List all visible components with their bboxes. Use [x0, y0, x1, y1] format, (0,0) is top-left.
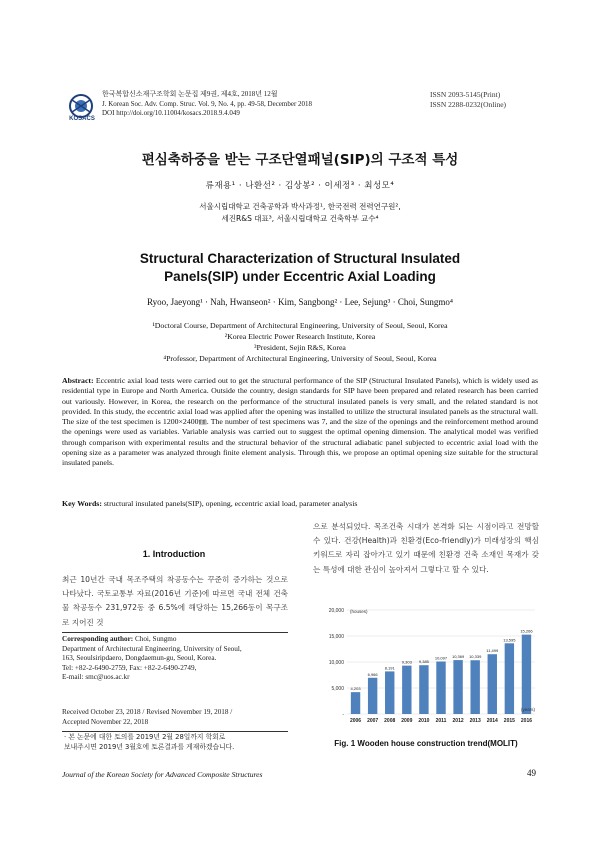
bar	[402, 666, 411, 714]
bar	[488, 654, 497, 714]
corresponding-line: Department of Architectural Engineering, University of Seoul,	[62, 644, 242, 653]
bar	[436, 661, 445, 714]
data-label: 4,203	[350, 686, 361, 692]
bar	[385, 671, 394, 714]
kosacs-logo	[64, 92, 98, 126]
received-line: Received October 23, 2018 / Revised November 19, 2018 /	[62, 708, 233, 716]
authors-korean: 류재용¹ · 나환선² · 김상봉² · 이세정³ · 최성모⁴	[205, 181, 395, 191]
data-label: 10,369	[451, 654, 465, 660]
x-tick-label: 2007	[367, 718, 379, 724]
x-tick-label: 2014	[486, 718, 498, 724]
title-english	[0, 250, 600, 286]
y-tick-label: -	[342, 712, 344, 718]
x-tick-label: 2013	[469, 718, 481, 724]
corresponding-author-block	[62, 635, 288, 683]
footnote-divider	[62, 632, 288, 633]
bar	[368, 678, 377, 714]
data-label: 10,097	[434, 655, 448, 661]
bar	[453, 660, 462, 714]
page-number: 49	[527, 768, 536, 778]
discussion-line: · 본 논문에 대한 토의를 2019년 2월 28일까지 학회로	[64, 733, 226, 741]
issn-block	[430, 90, 506, 109]
x-tick-label: 2008	[384, 718, 396, 724]
title-en-line: Structural Characterization of Structural Insulated	[139, 251, 461, 266]
received-line: Accepted November 22, 2018	[62, 717, 149, 726]
keywords-label: Key Words:	[62, 499, 102, 508]
section-heading-introduction: 1. Introduction	[142, 549, 206, 559]
data-label: 9,385	[418, 659, 429, 665]
bar	[470, 660, 479, 714]
affil-kr-line: 서울시립대학교 건축공학과 박사과정¹, 한국전력 전력연구원²,	[199, 202, 401, 211]
affil-en-line: ²Korea Electric Power Research Institute, Korea	[224, 332, 376, 341]
journal-header	[102, 90, 312, 119]
authors-english: Ryoo, Jaeyong¹ · Nah, Hwanseon² · Kim, Sangbong² · Lee, Sejung³ · Choi, Sungmo⁴	[146, 297, 454, 307]
keywords-text: structural insulated panels(SIP), opening, eccentric axial load, parameter analysis	[103, 499, 358, 508]
figure-1-chart	[313, 600, 541, 732]
bar	[419, 665, 428, 714]
data-label: 8,191	[384, 665, 395, 671]
intro-paragraph: 최근 10년간 국내 목조주택의 착공동수는 꾸준히 증가하는 것으로 나타났다. 국토교통부 자료(2016년 기준)에 따르면 국내 전체 건축물 착공동수 231,972동 중 6.5%에 해당하는 15,266동이 목구조로 지어진 것	[62, 575, 288, 627]
affil-en-line: ³President, Sejin R&S, Korea	[254, 343, 346, 352]
title-en-line: Panels(SIP) under Eccentric Axial Loading	[164, 269, 436, 284]
x-axis-label: (years)	[520, 707, 535, 712]
x-tick-label: 2012	[452, 718, 464, 724]
x-tick-label: 2006	[349, 718, 362, 724]
abstract-text: Eccentric axial load tests were carried out to get the structural performance of the SIP (Structural Insulated Panels), which is widely used as residential type in Europe and North America. Outside the country, design standards for SIP have been prepared and related research has been carried out variously. However, in Korea, the research on the performance of the structural insulated panels is very small, and the related standard is not provided. In this study, the eccentric axial load was applied after the opening was installed to utilize the structural insulated panels as the structural wall. The size of the test specimen is 1200×2400㎜. The number of test specimens was 7, and the size of the openings and the reinforcement method around the openings were used as variables. Variable analysis was carried out to suggest the optimal opening dimension. The analytical model was verified through comparison with experimental results and the structural behavior of the structural adiabatic panel subjected to eccentric axial load with the opening size as a parameter was analyzed through finite element analysis. Through this, we propose an optimal opening size suitable for the structural insulated panels.	[62, 376, 538, 468]
x-tick-label: 2009	[401, 718, 413, 724]
doi-link[interactable]: DOI http://doi.org/10.11004/kosacs.2018.9.4.049	[102, 109, 240, 117]
corresponding-name: Choi, Sungmo	[134, 635, 177, 643]
journal-name-kr: 한국복합신소재구조학회 논문집 제9권, 제4호, 2018년 12월	[102, 90, 278, 98]
y-tick-label: 5,000	[331, 686, 344, 692]
corresponding-line: 163, Seoulsiripdaero, Dongdaemun-gu, Seoul, Korea.	[62, 654, 217, 663]
data-label: 13,595	[503, 637, 516, 643]
issn-print: ISSN 2093-5145(Print)	[430, 90, 501, 99]
corresponding-email[interactable]: E-mail: smc@uos.ac.kr	[62, 673, 130, 682]
x-tick-label: 2010	[418, 718, 430, 724]
x-tick-label: 2015	[503, 718, 515, 724]
affil-kr-line: 세진R&S 대표³, 서울시립대학교 건축학부 교수⁴	[221, 214, 379, 223]
affiliations-english	[0, 320, 600, 364]
right-paragraph: 으로 분석되었다. 목조건축 시대가 본격화 되는 시점이라고 전망할 수 있다. 건강(Health)과 친환경(Eco-friendly)가 미래성장의 핵심 키워드로 자리 잡아가고 있기 때문에 친환경 건축 소재인 목재가 갖는 특성에 대한 관심이 높아져서 그렇다고 할 수 있다.	[313, 522, 539, 574]
data-label: 9,303	[401, 659, 412, 665]
bar	[505, 643, 514, 714]
data-label: 10,339	[469, 654, 482, 660]
corresponding-line: Tel: +82-2-6490-2759, Fax: +82-2-6490-2749,	[62, 663, 197, 672]
abstract-label: Abstract:	[62, 376, 94, 385]
data-label: 6,966	[367, 671, 378, 677]
affil-en-line: ¹Doctoral Course, Department of Architectural Engineering, University of Seoul, Seoul, Korea	[152, 321, 448, 330]
discussion-note	[64, 733, 290, 752]
keywords	[62, 499, 538, 508]
y-axis-label: (houses)	[350, 609, 368, 614]
y-tick-label: 20,000	[328, 608, 344, 614]
note-divider	[62, 731, 288, 732]
bar	[522, 635, 531, 714]
affiliations-korean	[0, 201, 600, 225]
y-tick-label: 10,000	[328, 660, 344, 666]
title-korean: 편심축하중을 받는 구조단열패널(SIP)의 구조적 특성	[141, 152, 459, 168]
affil-en-line: ⁴Professor, Department of Architectural Engineering, University of Seoul, Seoul, Korea	[163, 354, 437, 363]
journal-name-en: J. Korean Soc. Adv. Comp. Struc. Vol. 9, No. 4, pp. 49-58, December 2018	[102, 99, 313, 108]
footer-journal: Journal of the Korean Society for Advanced Composite Structures	[62, 770, 263, 779]
bar-chart	[313, 600, 541, 732]
discussion-line: 보내주시면 2019년 3월호에 토론결과를 게재하겠습니다.	[64, 742, 235, 751]
y-tick-label: 15,000	[328, 634, 344, 640]
x-tick-label: 2011	[435, 718, 447, 724]
received-dates	[62, 708, 288, 727]
corresponding-label: Corresponding author:	[62, 635, 134, 643]
data-label: 15,266	[520, 628, 533, 634]
abstract	[62, 376, 538, 469]
figure-1-caption: Fig. 1 Wooden house construction trend(MOLIT)	[334, 739, 518, 748]
data-label: 11,499	[486, 648, 499, 654]
issn-online: ISSN 2288-0232(Online)	[430, 99, 507, 109]
x-tick-label: 2016	[520, 718, 533, 724]
logo-text: KOSACS	[69, 116, 95, 122]
bar	[351, 692, 360, 714]
